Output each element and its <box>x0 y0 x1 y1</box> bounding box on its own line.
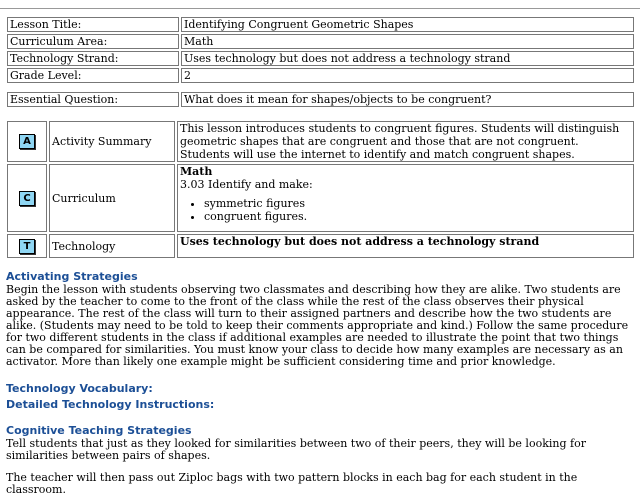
essential-question-label: Essential Question: <box>7 92 179 107</box>
cognitive-teaching-strategies-heading: Cognitive Teaching Strategies <box>6 424 192 437</box>
table-row <box>7 234 634 258</box>
table-row <box>7 17 634 32</box>
activating-strategies-heading: Activating Strategies <box>6 270 138 283</box>
technology-text: Uses technology but does not address a technology strand <box>177 234 634 258</box>
table-row <box>7 164 634 232</box>
table-row <box>7 34 634 49</box>
table-row <box>7 92 634 107</box>
lesson-info-table <box>5 15 636 85</box>
activity-summary-label: Activity Summary <box>49 121 175 162</box>
list-item: • congruent figures. <box>204 210 631 223</box>
grade-level-label: Grade Level: <box>7 68 179 83</box>
activity-a-icon[interactable]: A <box>19 134 35 149</box>
table-row <box>7 68 634 83</box>
curriculum-area-label: Curriculum Area: <box>7 34 179 49</box>
table-row <box>7 121 634 162</box>
detailed-technology-instructions-heading: Detailed Technology Instructions: <box>6 398 215 411</box>
curriculum-objective: 3.03 Identify and make: <box>180 178 313 191</box>
technology-icon-cell <box>7 234 47 258</box>
list-item: • symmetric figures <box>204 197 631 210</box>
technology-strand-label: Technology Strand: <box>7 51 179 66</box>
activating-strategies-text: Begin the lesson with students observing two classmates and describing how they are alike. Two students are asked by the teacher to come to the front of the class while the rest of the class observes their physical appearance. The rest of the class will turn to their assigned partners and describe how the two students are alike. (Students may need to be told to keep their comments appropriate and kind.) Follow the same procedure for two different students in the class if additional examples are needed to illustrate the point that two things can be compared for similarities. You must know your class to decide how many examples are necessary as an activator. More than likely one example might be sufficient considering time and prior knowledge. <box>6 283 629 368</box>
lesson-title-label: Lesson Title: <box>7 17 179 32</box>
curriculum-icon-cell <box>7 164 47 232</box>
cognitive-teaching-text-2: The teacher will then pass out Ziploc bags with two pattern blocks in each bag for each student in the classroom. <box>6 471 578 496</box>
technology-vocabulary-heading: Technology Vocabulary: <box>6 382 153 395</box>
curriculum-label: Curriculum <box>49 164 175 232</box>
activity-summary-text: This lesson introduces students to congruent figures. Students will distinguish geometric shapes that are congruent and those that are not congruent. Students will use the internet to identify and match congruent shapes. <box>177 121 634 162</box>
activity-icon-cell <box>7 121 47 162</box>
lesson-content <box>6 270 634 496</box>
technology-t-icon[interactable]: T <box>19 239 35 254</box>
curriculum-content <box>177 164 634 232</box>
technology-strand-value: Uses technology but does not address a technology strand <box>181 51 634 66</box>
essential-question-table <box>5 90 636 109</box>
lesson-title-value: Identifying Congruent Geometric Shapes <box>181 17 634 32</box>
table-row <box>7 51 634 66</box>
cognitive-teaching-text: Tell students that just as they looked for similarities between two of their peers, they will be looking for similarities between pairs of shapes. <box>6 437 586 462</box>
objective-list <box>180 197 631 223</box>
essential-question-value: What does it mean for shapes/objects to be congruent? <box>181 92 634 107</box>
act-table <box>5 119 636 260</box>
curriculum-subject: Math <box>180 165 213 178</box>
grade-level-value: 2 <box>181 68 634 83</box>
technology-label: Technology <box>49 234 175 258</box>
top-divider <box>0 0 640 9</box>
curriculum-area-value: Math <box>181 34 634 49</box>
curriculum-c-icon[interactable]: C <box>19 191 35 206</box>
